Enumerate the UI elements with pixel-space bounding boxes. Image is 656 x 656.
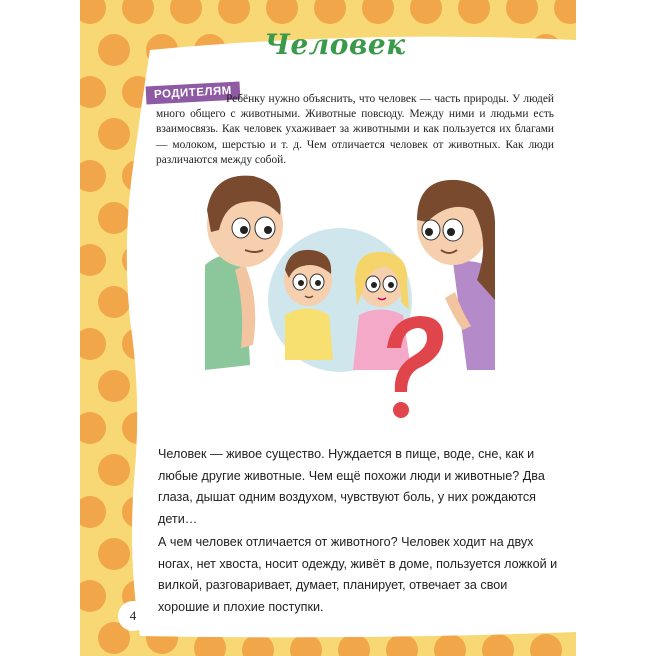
- page-title: Человек: [264, 28, 406, 61]
- page-number: 4: [118, 601, 148, 631]
- parents-tag: РОДИТЕЛЯМ: [146, 82, 241, 105]
- family-question-illustration: [205, 170, 495, 430]
- parents-note-text: Ребёнку нужно объяснить, что человек — часть природы. У людей много общего с животными. Животные повсюду. Между ними и людьми есть взаимосвязь. Как человек ухаживает за животными и как пользуется их благами — молоком, шерстью и т. д. Чем отличается человек от животных. Как люди различаются между собой.: [156, 93, 554, 166]
- body-paragraph-2: А чем человек отличается от животного? Человек ходит на двух ногах, нет хвоста, носит одежду, живёт в доме, пользуется ложкой и вилкой, разговаривает, думает, планирует, отвечает за свои хорошие и плохие поступки.: [158, 535, 558, 614]
- body-paragraph-1: Человек — живое существо. Нуждается в пище, воде, сне, как и любые другие животные. Чем ещё похожи люди и животные? Два глаза, дышат одним воздухом, чувствуют боль, у них рождаются дети…: [158, 447, 545, 526]
- father-figure: [205, 176, 283, 370]
